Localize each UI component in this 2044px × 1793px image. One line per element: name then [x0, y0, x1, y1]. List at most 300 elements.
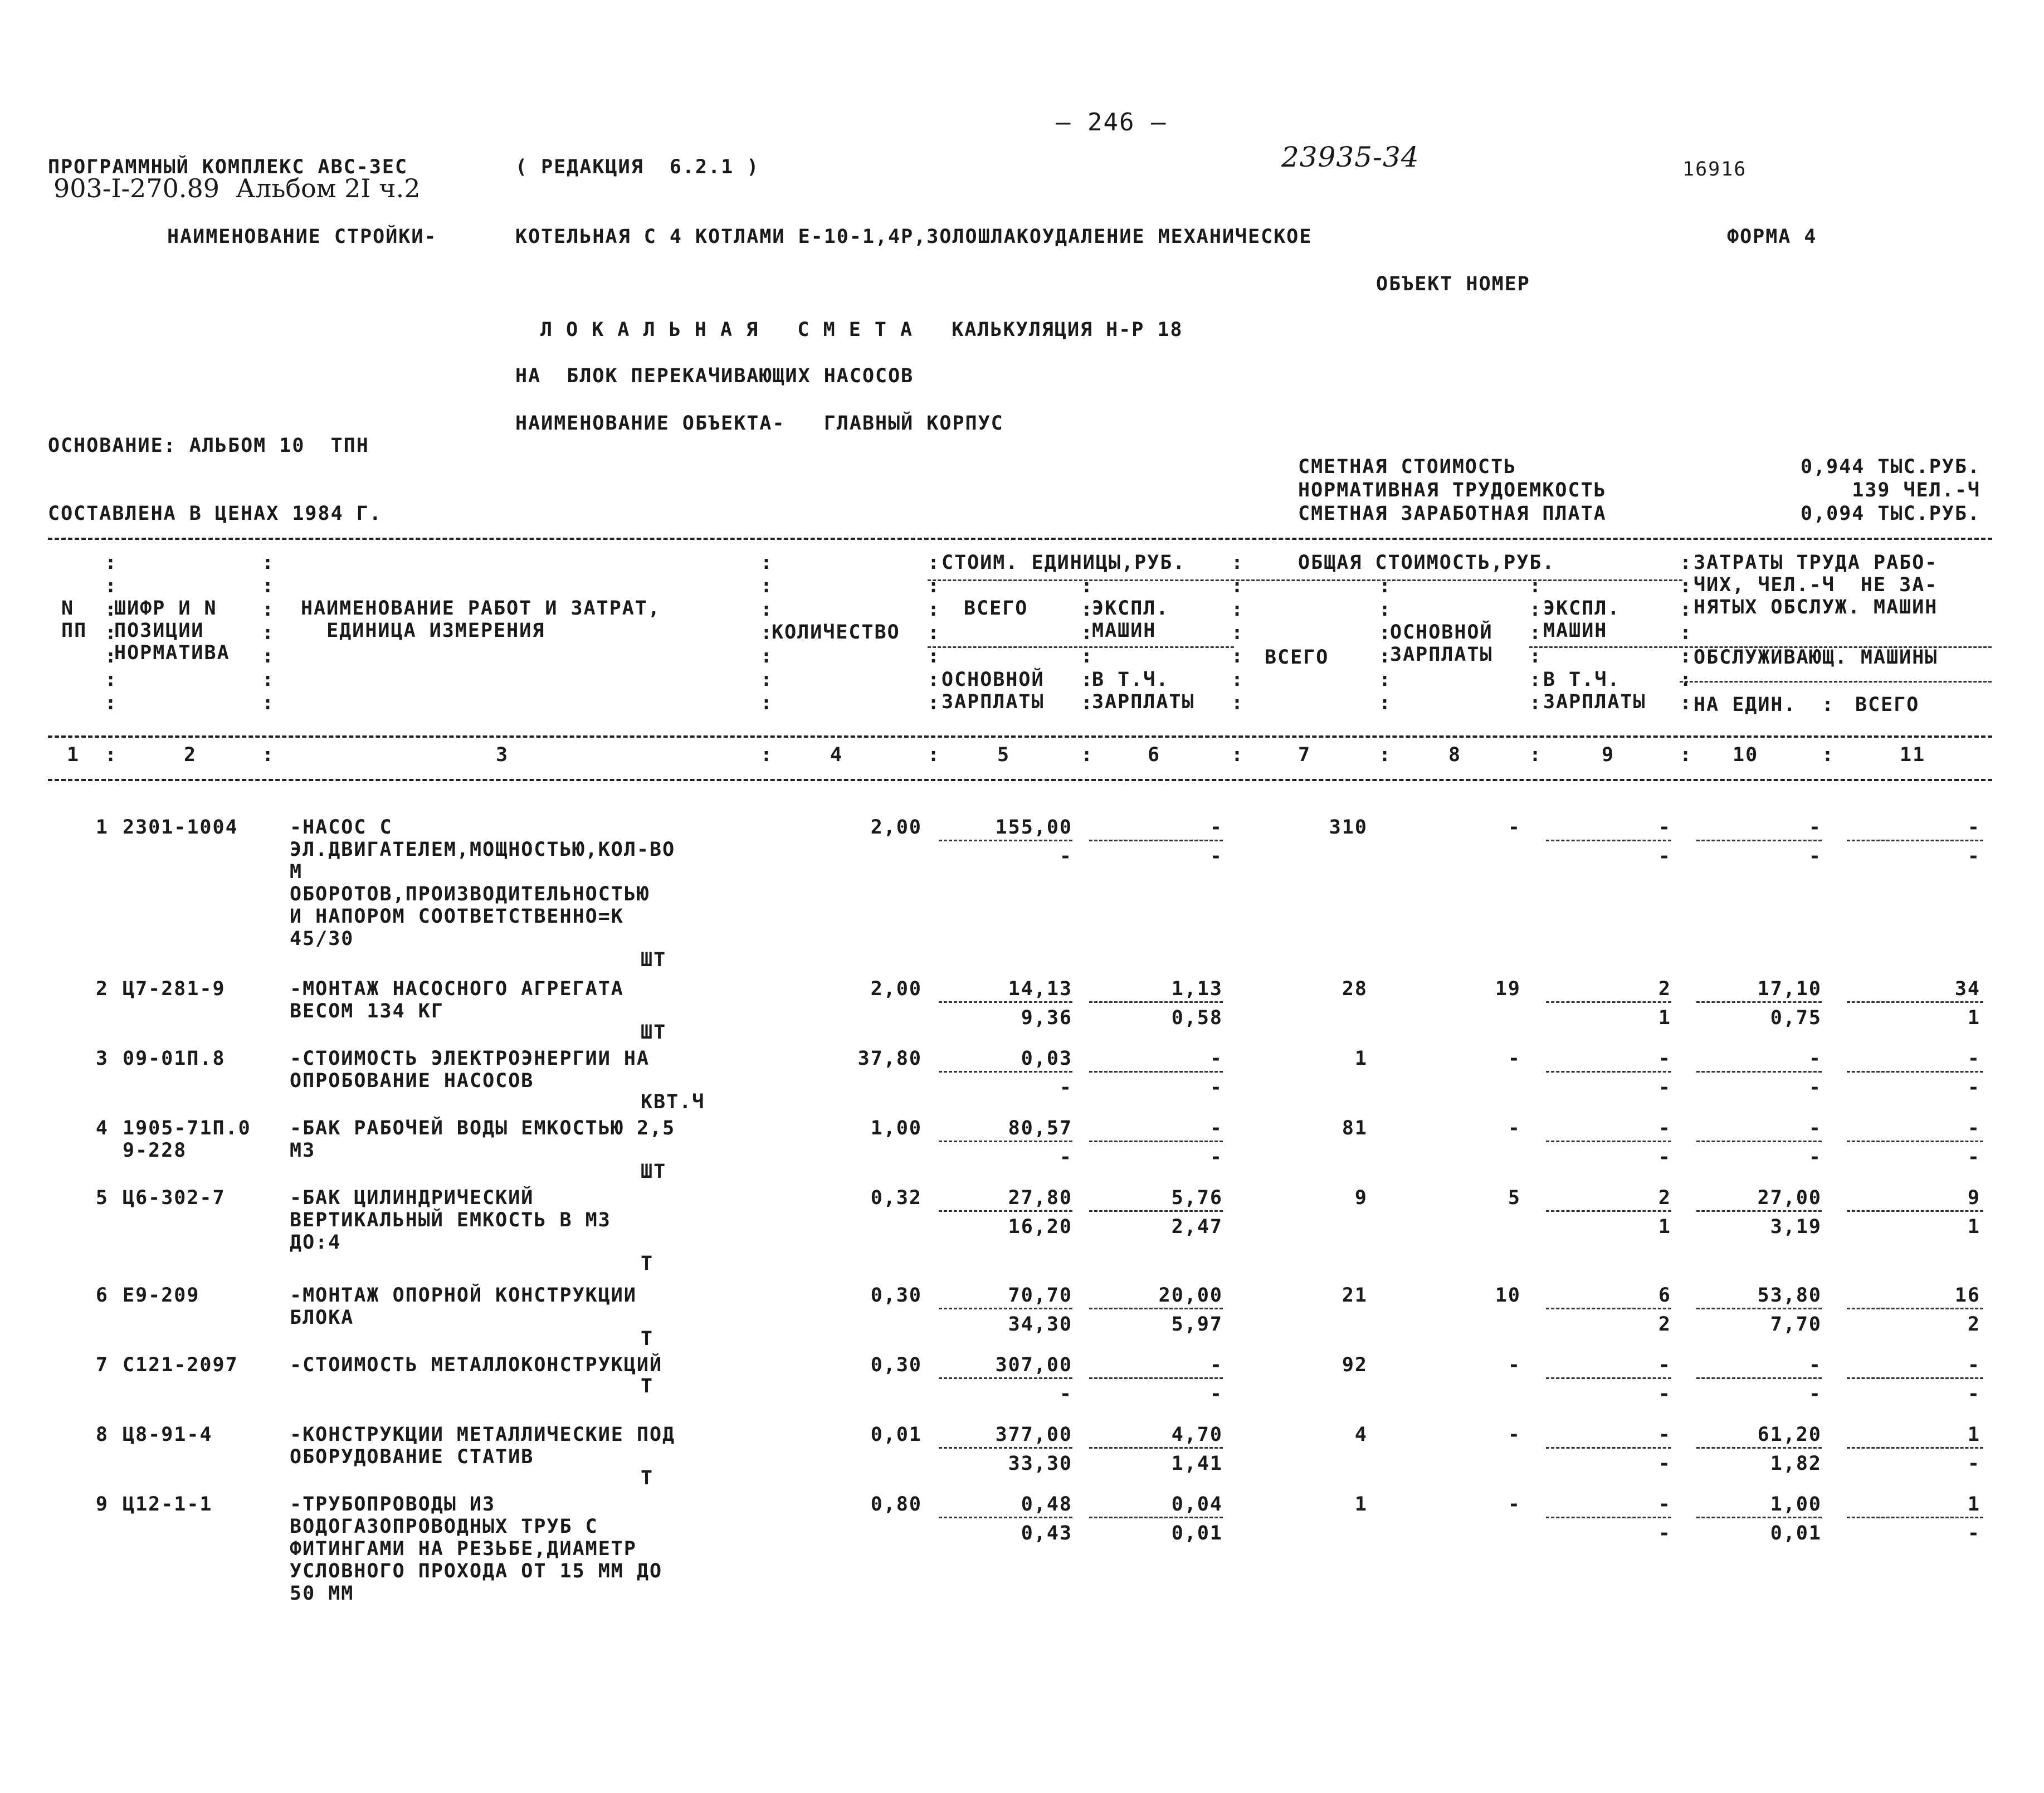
cell-rule	[1546, 1308, 1671, 1309]
column-separator: :	[1231, 692, 1243, 714]
header-labor-total: ВСЕГО	[1855, 694, 1920, 716]
column-separator: :	[928, 622, 940, 644]
row-c5-wage: -	[1059, 1146, 1072, 1168]
cell-rule	[1847, 1071, 1983, 1073]
row-c10: -	[1808, 816, 1822, 839]
cell-rule	[1847, 1447, 1983, 1449]
row-c6: -	[1209, 1354, 1223, 1376]
row-c9-wage: 1	[1658, 1216, 1671, 1238]
row-number: 6	[95, 1284, 109, 1307]
row-code: 09-01П.8	[123, 1047, 226, 1070]
header-labor: ЗАТРАТЫ ТРУДА РАБО- ЧИХ, ЧЕЛ.-Ч НЕ ЗА- НЯТЫХ ОБСЛУЖ. МАШИН	[1694, 552, 1938, 618]
row-c8: -	[1508, 1117, 1521, 1139]
column-separator: :	[928, 552, 940, 574]
cell-rule	[1089, 1308, 1223, 1309]
column-separator: :	[1231, 645, 1243, 667]
header-total-main: ОСНОВНОЙ ЗАРПЛАТЫ	[1390, 621, 1493, 666]
row-c11-wage: -	[1967, 1383, 1980, 1405]
row-c11: 9	[1967, 1187, 1980, 1209]
row-c6: 1,13	[1171, 978, 1223, 1000]
row-name: -КОНСТРУКЦИИ МЕТАЛЛИЧЕСКИЕ ПОД ОБОРУДОВАНИЕ СТАТИВ	[290, 1424, 676, 1468]
row-c8: -	[1508, 816, 1521, 839]
column-separator: :	[1529, 692, 1541, 714]
cell-rule	[1847, 1210, 1983, 1212]
column-number: 6	[1148, 744, 1161, 766]
row-c6-wage: 2,47	[1171, 1216, 1223, 1238]
row-c9: 2	[1658, 1187, 1671, 1209]
row-code: Е9-209	[123, 1284, 200, 1307]
cell-rule	[1696, 1308, 1822, 1309]
column-separator: :	[760, 575, 773, 597]
cell-rule	[1089, 1141, 1223, 1142]
row-name: -БАК РАБОЧЕЙ ВОДЫ ЕМКОСТЬЮ 2,5 М3	[290, 1117, 676, 1162]
header-total-expl: ЭКСПЛ. МАШИН	[1543, 597, 1621, 642]
row-c6: 5,76	[1171, 1187, 1223, 1209]
row-unit: Т	[641, 1328, 654, 1350]
column-number: 11	[1900, 744, 1926, 766]
row-c5-wage: -	[1059, 1383, 1072, 1405]
row-c5: 307,00	[995, 1354, 1072, 1376]
row-c6: 4,70	[1171, 1424, 1223, 1446]
column-separator: :	[1081, 622, 1093, 644]
row-c11-wage: 2	[1967, 1313, 1980, 1336]
column-separator: :	[1379, 598, 1391, 621]
row-c6: -	[1209, 1047, 1223, 1070]
estimate-title: Л О К А Л Ь Н А Я С М Е Т А КАЛЬКУЛЯЦИЯ Н-Р 18	[540, 319, 1183, 341]
header-rule	[1680, 681, 1992, 683]
row-c6: 20,00	[1158, 1284, 1223, 1307]
cell-rule	[1546, 1001, 1671, 1003]
row-c9-wage: -	[1658, 1146, 1671, 1168]
column-separator: :	[1379, 575, 1391, 597]
cell-rule	[1089, 1071, 1223, 1073]
cell-rule	[1089, 1447, 1223, 1449]
column-separator: :	[760, 598, 773, 621]
column-separator: :	[262, 622, 274, 644]
column-separator: :	[1231, 669, 1243, 691]
row-c8: 10	[1495, 1284, 1521, 1307]
column-separator: :	[1529, 598, 1541, 621]
row-c10: -	[1808, 1354, 1822, 1376]
column-separator: :	[760, 744, 773, 766]
cell-rule	[1696, 1141, 1822, 1142]
prices-year: СОСТАВЛЕНА В ЦЕНАХ 1984 Г.	[48, 503, 382, 525]
column-separator: :	[1081, 744, 1093, 766]
row-c9: -	[1658, 1047, 1671, 1070]
cell-rule	[1847, 840, 1983, 841]
summary-label: СМЕТНАЯ ЗАРАБОТНАЯ ПЛАТА	[1298, 503, 1607, 525]
column-separator: :	[105, 622, 117, 644]
estimate-for: НА БЛОК ПЕРЕКАЧИВАЮЩИХ НАСОСОВ	[515, 365, 914, 387]
row-name: -МОНТАЖ НАСОСНОГО АГРЕГАТА ВЕСОМ 134 КГ	[290, 978, 624, 1022]
column-separator: :	[1529, 669, 1541, 691]
column-separator: :	[1231, 744, 1243, 766]
column-separator: :	[1081, 692, 1093, 714]
column-separator: :	[1680, 692, 1692, 714]
row-code: 1905-71П.0 9-228	[123, 1117, 251, 1162]
row-c8: -	[1508, 1047, 1521, 1070]
column-separator: :	[262, 598, 274, 621]
row-c9: -	[1658, 1354, 1671, 1376]
cell-rule	[939, 1210, 1072, 1212]
row-quantity: 0,32	[870, 1187, 922, 1209]
row-c11-wage: -	[1967, 1453, 1980, 1475]
row-c6-wage: 1,41	[1171, 1453, 1223, 1475]
column-separator: :	[928, 744, 940, 766]
cell-rule	[1089, 1517, 1223, 1518]
row-c5-wage: 0,43	[1021, 1522, 1072, 1544]
row-c10: -	[1808, 1117, 1822, 1139]
cell-rule	[1696, 1071, 1822, 1073]
column-separator: :	[105, 575, 117, 597]
row-c9-wage: -	[1658, 1453, 1671, 1475]
column-separator: :	[1529, 645, 1541, 667]
column-separator: :	[928, 645, 940, 667]
row-c5-wage: 16,20	[1008, 1216, 1072, 1238]
row-c9-wage: 2	[1658, 1313, 1671, 1336]
column-separator: :	[1822, 744, 1834, 766]
column-separator: :	[1529, 575, 1541, 597]
row-c11-wage: -	[1967, 1522, 1980, 1544]
column-number: 7	[1298, 744, 1311, 766]
column-separator: :	[105, 692, 117, 714]
row-c5: 0,03	[1021, 1047, 1072, 1070]
row-c11: 34	[1954, 978, 1980, 1000]
column-number: 1	[67, 744, 80, 766]
row-name: -ТРУБОПРОВОДЫ ИЗ ВОДОГАЗОПРОВОДНЫХ ТРУБ С ФИТИНГАМИ НА РЕЗЬБЕ,ДИАМЕТР УСЛОВНОГО ПРОХОДА ОТ 15 ММ ДО 50 ММ	[290, 1493, 663, 1605]
column-separator: :	[1231, 622, 1243, 644]
header-col3: НАИМЕНОВАНИЕ РАБОТ И ЗАТРАТ, ЕДИНИЦА ИЗМЕРЕНИЯ	[301, 597, 661, 642]
row-unit: ШТ	[641, 1161, 667, 1183]
column-separator: :	[1379, 692, 1391, 714]
cell-rule	[939, 1001, 1072, 1003]
row-c8: -	[1508, 1424, 1521, 1446]
album-reference: 903-I-270.89 Альбом 2I ч.2	[53, 173, 421, 203]
column-separator: :	[262, 645, 274, 667]
row-c10-wage: 0,75	[1770, 1007, 1822, 1029]
column-separator: :	[262, 552, 274, 574]
row-c5: 377,00	[995, 1424, 1072, 1446]
column-separator: :	[1680, 598, 1692, 621]
row-unit: Т	[641, 1467, 654, 1489]
row-c10: 61,20	[1757, 1424, 1822, 1446]
cell-rule	[939, 1517, 1072, 1518]
doc-code: 16916	[1682, 158, 1747, 181]
column-separator: :	[1081, 645, 1093, 667]
summary-label: СМЕТНАЯ СТОИМОСТЬ	[1298, 456, 1517, 478]
row-number: 2	[95, 978, 109, 1000]
column-separator: :	[105, 598, 117, 621]
cell-rule	[1546, 1141, 1671, 1142]
row-c10-wage: -	[1808, 1146, 1822, 1168]
row-c8: 19	[1495, 978, 1521, 1000]
row-c7: 92	[1341, 1354, 1368, 1376]
column-separator: :	[1379, 645, 1391, 667]
row-c11-wage: -	[1967, 1076, 1980, 1099]
cell-rule	[1089, 1001, 1223, 1003]
row-code: Ц8-91-4	[123, 1424, 213, 1446]
cell-rule	[1089, 1377, 1223, 1379]
column-separator: :	[1231, 575, 1243, 597]
row-c5-wage: 33,30	[1008, 1453, 1072, 1475]
cell-rule	[1546, 840, 1671, 841]
column-separator: :	[1680, 645, 1692, 667]
column-separator: :	[928, 598, 940, 621]
cell-rule	[1847, 1377, 1983, 1379]
header-total-all: ВСЕГО	[1265, 646, 1329, 669]
header-main-wage: ОСНОВНОЙ ЗАРПЛАТЫ	[941, 669, 1045, 713]
header-rule	[928, 646, 1234, 648]
row-c9: -	[1658, 1117, 1671, 1139]
column-separator: :	[928, 669, 940, 691]
row-c6: 0,04	[1171, 1493, 1223, 1516]
row-unit: Т	[641, 1375, 654, 1397]
row-c6-wage: -	[1209, 1076, 1223, 1099]
cell-rule	[1847, 1517, 1983, 1518]
row-c9-wage: -	[1658, 1383, 1671, 1405]
column-separator: :	[1081, 669, 1093, 691]
header-per-unit: НА ЕДИН.	[1694, 694, 1797, 716]
header-rule	[1529, 646, 1682, 648]
row-c9: -	[1658, 1493, 1671, 1516]
row-c11: -	[1967, 1047, 1980, 1070]
row-code: 2301-1004	[123, 816, 238, 839]
row-c7: 1	[1354, 1493, 1368, 1516]
row-c10-wage: -	[1808, 845, 1822, 868]
row-c11-wage: -	[1967, 845, 1980, 868]
row-c7: 21	[1341, 1284, 1368, 1307]
row-c6-wage: 0,58	[1171, 1007, 1223, 1029]
object-number: ОБЪЕКТ НОМЕР	[1376, 273, 1530, 295]
construction-label: НАИМЕНОВАНИЕ СТРОЙКИ-	[167, 226, 437, 248]
row-c11-wage: 1	[1967, 1216, 1980, 1238]
column-separator: :	[928, 692, 940, 714]
row-code: Ц6-302-7	[123, 1187, 226, 1209]
row-c8: -	[1508, 1354, 1521, 1376]
column-separator: :	[1231, 552, 1243, 574]
row-c9-wage: -	[1658, 845, 1671, 868]
row-c6: -	[1209, 1117, 1223, 1139]
column-separator: :	[760, 552, 773, 574]
row-name: -СТОИМОСТЬ МЕТАЛЛОКОНСТРУКЦИЙ	[290, 1354, 663, 1376]
cell-rule	[1089, 840, 1223, 841]
header-incl-wage: В Т.Ч. ЗАРПЛАТЫ	[1092, 669, 1195, 713]
row-c10-wage: 3,19	[1770, 1216, 1822, 1238]
row-quantity: 2,00	[870, 978, 922, 1000]
cell-rule	[1696, 1001, 1822, 1003]
cell-rule	[1546, 1447, 1671, 1449]
cell-rule	[1546, 1517, 1671, 1518]
page-number: – 246 –	[1056, 108, 1167, 137]
row-c11-wage: 1	[1967, 1007, 1980, 1029]
row-c10: -	[1808, 1047, 1822, 1070]
header-total-cost: ОБЩАЯ СТОИМОСТЬ,РУБ.	[1298, 552, 1555, 574]
column-number: 4	[830, 744, 843, 766]
row-number: 5	[95, 1187, 109, 1209]
edition: ( РЕДАКЦИЯ 6.2.1 )	[515, 156, 760, 178]
header-col4: КОЛИЧЕСТВО	[772, 621, 900, 644]
cell-rule	[1847, 1308, 1983, 1309]
cell-rule	[1847, 1141, 1983, 1142]
row-code: Ц7-281-9	[123, 978, 226, 1000]
row-c11: -	[1967, 816, 1980, 839]
column-separator: :	[760, 622, 773, 644]
row-c5-wage: 34,30	[1008, 1313, 1072, 1336]
row-c10-wage: -	[1808, 1383, 1822, 1405]
row-name: -БАК ЦИЛИНДРИЧЕСКИЙ ВЕРТИКАЛЬНЫЙ ЕМКОСТЬ В М3 ДО:4	[290, 1187, 611, 1254]
row-quantity: 0,01	[870, 1424, 922, 1446]
column-separator: :	[262, 575, 274, 597]
row-number: 3	[95, 1047, 109, 1070]
row-c6-wage: -	[1209, 1146, 1223, 1168]
header-rule	[1231, 579, 1682, 581]
rule-top	[48, 538, 1992, 540]
column-separator: :	[1529, 744, 1541, 766]
header-col1: N ПП	[61, 597, 87, 642]
row-code: С121-2097	[123, 1354, 238, 1376]
row-c10: 1,00	[1770, 1493, 1822, 1516]
cell-rule	[1546, 1210, 1671, 1212]
row-c7: 1	[1354, 1047, 1368, 1070]
header-rule	[928, 579, 1234, 581]
header-expl-machines: ЭКСПЛ. МАШИН	[1092, 597, 1169, 642]
row-unit: ШТ	[641, 949, 667, 971]
cell-rule	[1546, 1377, 1671, 1379]
cell-rule	[939, 1071, 1072, 1073]
row-c7: 28	[1341, 978, 1368, 1000]
row-c10: 27,00	[1757, 1187, 1822, 1209]
cell-rule	[1696, 1210, 1822, 1212]
row-unit: КВТ.Ч	[641, 1091, 705, 1113]
row-name: -МОНТАЖ ОПОРНОЙ КОНСТРУКЦИИ БЛОКА	[290, 1284, 637, 1329]
column-separator: :	[1529, 622, 1541, 644]
row-quantity: 0,30	[870, 1354, 922, 1376]
summary-value: 0,944 ТЫС.РУБ.	[1800, 456, 1980, 478]
row-c11: -	[1967, 1354, 1980, 1376]
construction-name: КОТЕЛЬНАЯ С 4 КОТЛАМИ Е-10-1,4Р,ЗОЛОШЛАКОУДАЛЕНИЕ МЕХАНИЧЕСКОЕ	[515, 226, 1313, 248]
header-total-incl: В Т.Ч. ЗАРПЛАТЫ	[1543, 669, 1646, 713]
header-unit-cost: СТОИМ. ЕДИНИЦЫ,РУБ.	[941, 552, 1186, 574]
row-c5: 70,70	[1008, 1284, 1072, 1307]
column-separator: :	[105, 669, 117, 691]
row-quantity: 0,30	[870, 1284, 922, 1307]
row-number: 9	[95, 1493, 109, 1516]
row-c7: 81	[1341, 1117, 1368, 1139]
summary-value: 0,094 ТЫС.РУБ.	[1800, 503, 1980, 525]
row-c6: -	[1209, 816, 1223, 839]
column-separator: :	[1379, 669, 1391, 691]
column-separator: :	[262, 692, 274, 714]
row-c5: 80,57	[1008, 1117, 1072, 1139]
cell-rule	[1847, 1001, 1983, 1003]
cell-rule	[939, 1377, 1072, 1379]
row-unit: ШТ	[641, 1021, 667, 1044]
column-separator: :	[760, 645, 773, 667]
cell-rule	[1546, 1071, 1671, 1073]
row-c6-wage: 0,01	[1171, 1522, 1223, 1544]
form-label: ФОРМА 4	[1727, 226, 1817, 248]
row-c9: 6	[1658, 1284, 1671, 1307]
column-separator: :	[1081, 575, 1093, 597]
header-all: ВСЕГО	[964, 597, 1028, 620]
column-separator: :	[760, 669, 773, 691]
row-number: 7	[95, 1354, 109, 1376]
row-c10-wage: -	[1808, 1076, 1822, 1099]
row-c8: -	[1508, 1493, 1521, 1516]
cell-rule	[1089, 1210, 1223, 1212]
row-quantity: 2,00	[870, 816, 922, 839]
header-serv-machines: ОБСЛУЖИВАЮЩ. МАШИНЫ	[1694, 646, 1938, 669]
column-separator: :	[262, 669, 274, 691]
column-separator: :	[262, 744, 274, 766]
column-separator: :	[760, 692, 773, 714]
row-c7: 4	[1354, 1424, 1368, 1446]
row-c5-wage: 9,36	[1021, 1007, 1072, 1029]
row-c5: 155,00	[995, 816, 1072, 839]
row-c9: 2	[1658, 978, 1671, 1000]
cell-rule	[939, 1308, 1072, 1309]
row-c10-wage: 7,70	[1770, 1313, 1822, 1336]
row-c7: 9	[1354, 1187, 1368, 1209]
column-separator: :	[1680, 669, 1692, 691]
row-name: -СТОИМОСТЬ ЭЛЕКТРОЭНЕРГИИ НА ОПРОБОВАНИЕ НАСОСОВ	[290, 1047, 650, 1092]
row-name: -НАСОС С ЭЛ.ДВИГАТЕЛЕМ,МОЩНОСТЬЮ,КОЛ-ВО М ОБОРОТОВ,ПРОИЗВОДИТЕЛЬНОСТЬЮ И НАПОРОМ СООТВЕТСТВЕННО=К 45/30	[290, 816, 676, 950]
row-c11: 1	[1967, 1493, 1980, 1516]
cell-rule	[1696, 840, 1822, 841]
program-name: ПРОГРАММНЫЙ КОМПЛЕКС АВС-3ЕС	[48, 156, 408, 178]
handwritten-number: 23935-34	[1281, 141, 1419, 173]
cell-rule	[1696, 1447, 1822, 1449]
cell-rule	[1696, 1517, 1822, 1518]
column-number: 8	[1448, 744, 1462, 766]
column-separator: :	[1379, 622, 1391, 644]
row-quantity: 1,00	[870, 1117, 922, 1139]
row-c9: -	[1658, 816, 1671, 839]
row-quantity: 37,80	[857, 1047, 922, 1070]
row-c11: 1	[1967, 1424, 1980, 1446]
row-c5: 0,48	[1021, 1493, 1072, 1516]
column-separator: :	[1680, 622, 1692, 644]
summary-value: 139 ЧЕЛ.-Ч	[1852, 479, 1980, 501]
row-c11: 16	[1954, 1284, 1980, 1307]
row-quantity: 0,80	[870, 1493, 922, 1516]
row-c9-wage: -	[1658, 1522, 1671, 1544]
row-c5-wage: -	[1059, 845, 1072, 868]
row-number: 4	[95, 1117, 109, 1139]
rule-header-bottom	[48, 735, 1992, 738]
row-c7: 310	[1329, 816, 1368, 839]
column-number: 3	[496, 744, 509, 766]
row-number: 8	[95, 1424, 109, 1446]
column-separator: :	[105, 744, 117, 766]
row-c6-wage: 5,97	[1171, 1313, 1223, 1336]
summary-label: НОРМАТИВНАЯ ТРУДОЕМКОСТЬ	[1298, 479, 1607, 501]
row-c10: 17,10	[1757, 978, 1822, 1000]
column-separator: :	[928, 575, 940, 597]
column-separator: :	[105, 645, 117, 667]
row-c6-wage: -	[1209, 845, 1223, 868]
header-col2: ШИФР И N ПОЗИЦИИ НОРМАТИВА	[114, 597, 230, 664]
column-separator: :	[1231, 598, 1243, 621]
rule-numbers-bottom	[48, 779, 1992, 781]
cell-rule	[939, 1141, 1072, 1142]
row-c10-wage: 1,82	[1770, 1453, 1822, 1475]
row-c11-wage: -	[1967, 1146, 1980, 1168]
row-c10: 53,80	[1757, 1284, 1822, 1307]
column-number: 5	[997, 744, 1011, 766]
row-code: Ц12-1-1	[123, 1493, 213, 1516]
column-number: 9	[1602, 744, 1615, 766]
